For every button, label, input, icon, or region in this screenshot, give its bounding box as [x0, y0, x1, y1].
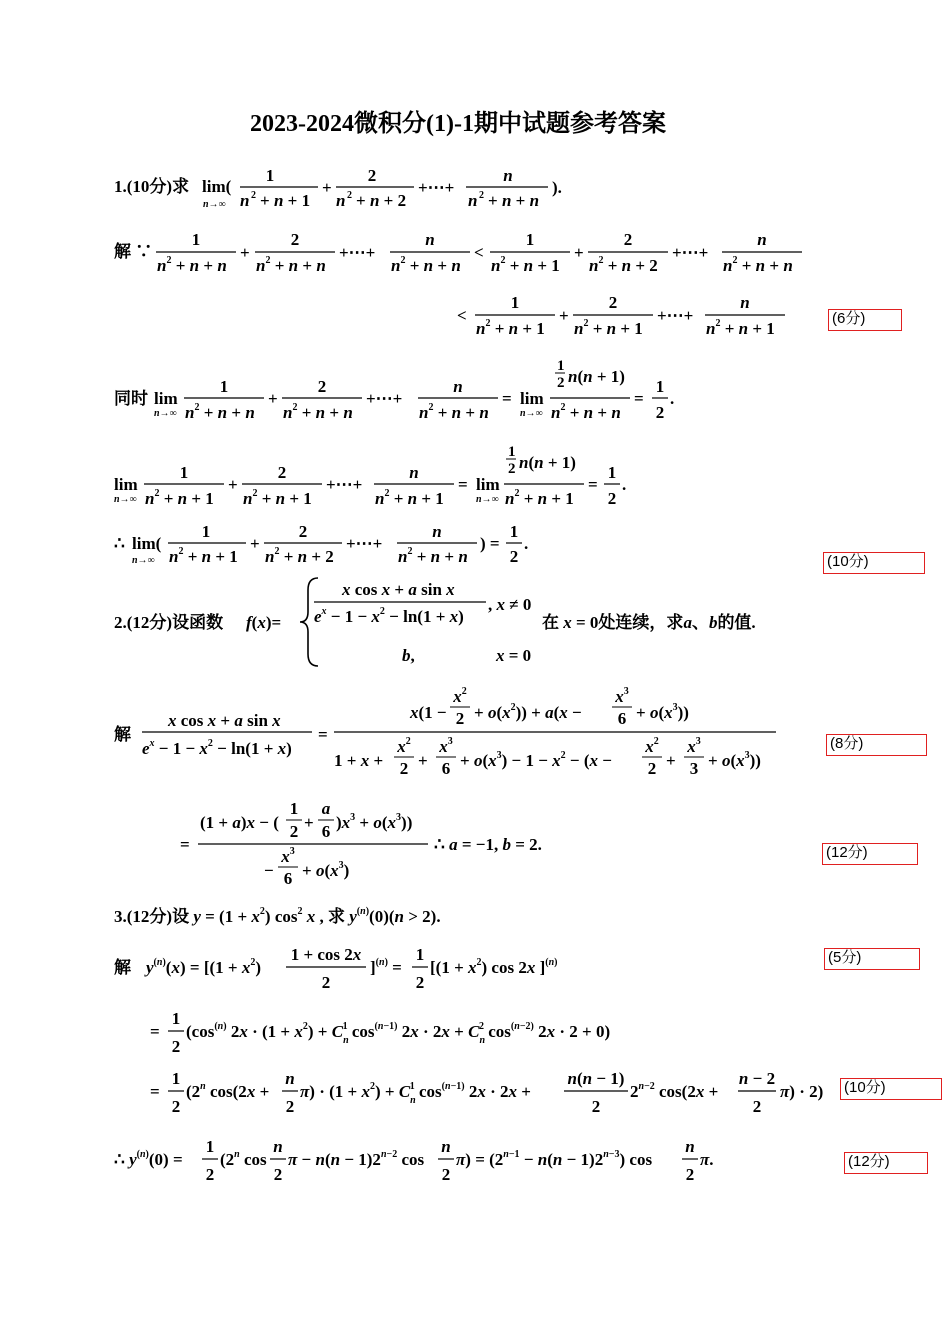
score-box	[822, 843, 918, 865]
svg-text:n − 2: n − 2	[738, 1069, 776, 1088]
svg-text:2: 2	[479, 190, 484, 201]
svg-text:=: =	[150, 1082, 160, 1101]
svg-text:∴ y(n)(0) =: ∴ $y^{(n)}(0)$ =	[114, 1149, 183, 1169]
svg-text:n2 + n + n: $n^2 + n + n$	[551, 402, 621, 422]
problem-2-solution-line-2	[176, 796, 596, 896]
svg-text:在 x = 0处连续，求a、b的值.: 在 x = 0处连续，求a、b的值.	[542, 613, 756, 632]
svg-text:n: n	[285, 1069, 295, 1088]
svg-text:lim: lim	[114, 475, 138, 494]
svg-text:.: .	[622, 475, 627, 494]
svg-text:+: +	[250, 534, 260, 553]
page-title	[250, 112, 666, 136]
svg-text:n2 + n + 1: $n^2 + n + 1$	[505, 488, 574, 508]
svg-text:3.(12分)设 y = (1 + x2) cos2 x ,: 3.(12分)设 $y = (1 + x^2)$ $\cos^2 x$ , 求 $y^{(n)}(0)(n > 2)$.	[114, 906, 441, 926]
problem-1-solution-line-1	[112, 225, 812, 280]
svg-text:1: 1	[525, 230, 535, 249]
svg-text:+ n + 2: + n + 2	[356, 191, 407, 210]
svg-text:x3: $x^3$	[281, 846, 295, 866]
svg-text:+: +	[228, 475, 238, 494]
svg-text:) =: ) =	[480, 534, 500, 553]
svg-text:n: n	[740, 293, 750, 312]
svg-text:.: .	[670, 389, 675, 408]
svg-text:π) · 2): π) · 2)	[780, 1082, 824, 1101]
svg-text:+⋯+: +⋯+	[657, 306, 694, 325]
svg-text:n: n	[432, 522, 442, 541]
svg-text:(2n cos: (2$^n$ cos	[220, 1149, 267, 1169]
svg-text:).: ).	[552, 178, 562, 197]
svg-text:n→∞: n→∞	[154, 408, 177, 419]
svg-text:+: +	[559, 306, 569, 325]
svg-text:2: 2	[623, 230, 633, 249]
svg-text:+⋯+: +⋯+	[672, 243, 709, 262]
svg-text:∴: ∴	[114, 534, 125, 553]
svg-text:+⋯+: +⋯+	[346, 534, 383, 553]
svg-text:n→∞: n→∞	[520, 408, 543, 419]
svg-text:+: +	[418, 751, 428, 770]
svg-text:1: 1	[191, 230, 201, 249]
svg-text:[(1 + x2) cos 2x ](n): [$(1 + x^2)$ cos 2x ]$^{(n)}$	[430, 957, 558, 977]
svg-text:n2 + n + n: $n^2 + n + n$	[398, 546, 468, 566]
svg-text:6: 6	[441, 759, 451, 778]
score-label: (10分)	[827, 553, 869, 570]
svg-text:.: .	[524, 534, 529, 553]
svg-text:=: =	[180, 835, 190, 854]
svg-text:n→∞: n→∞	[476, 494, 499, 505]
svg-text:n2 + n + 1: $n^2 + n + 1$	[706, 318, 775, 338]
problem-3-solution-line-2	[146, 1004, 686, 1059]
svg-text:n2 + n + n: $n^2 + n + n$	[256, 255, 326, 275]
svg-text:1: 1	[289, 799, 299, 818]
svg-text:解: 解	[114, 958, 131, 977]
svg-text:x(1 −: x(1 −	[410, 703, 447, 722]
svg-text:1: 1	[205, 1137, 215, 1156]
svg-text:<: <	[474, 243, 484, 262]
svg-text:lim: lim	[476, 475, 500, 494]
svg-text:n: n	[468, 191, 478, 210]
score-box	[840, 1078, 942, 1100]
svg-text:(cos(n) 2x · (1 + x2) + Cn1 co: ($\cos^{(n)}$ $2x \cdot (1 + x^2) + C_n1$ $\cos^{(n-1)} 2x \cdot 2x + C_n2$ $\cos^{(n-2)} 2x \cdot 2 + 0$)	[186, 1021, 611, 1046]
svg-text:+ n + 1: + n + 1	[260, 191, 311, 210]
svg-text:<: <	[457, 306, 467, 325]
svg-text:1: 1	[508, 444, 516, 460]
problem-3-solution-line-3	[146, 1064, 836, 1124]
svg-text:=: =	[588, 475, 598, 494]
problem-1-solution-line-4	[112, 438, 652, 513]
svg-text:n2 + n + 1: $n^2 + n + 1$	[491, 255, 560, 275]
svg-text:n→∞: n→∞	[132, 555, 155, 566]
svg-text:−: −	[264, 861, 274, 880]
svg-text:n2 + n + n: $n^2 + n + n$	[157, 255, 227, 275]
score-label: (8分)	[830, 735, 864, 752]
svg-text:=: =	[502, 389, 512, 408]
svg-text:n2 + n + 1: $n^2 + n + 1$	[169, 546, 238, 566]
svg-text:2: 2	[557, 375, 565, 391]
svg-text:(1 + a)x − (: (1 + a)x − (	[200, 813, 279, 832]
svg-text:2: 2	[441, 1165, 451, 1184]
svg-text:2: 2	[289, 822, 299, 841]
svg-text:1: 1	[265, 166, 275, 185]
problem-2-solution-line-1	[112, 682, 792, 787]
svg-text:x cos x + a sin x: x cos x + a sin x	[168, 711, 281, 730]
svg-text:1: 1	[509, 522, 519, 541]
svg-text:f(x)=: f(x)=	[246, 613, 282, 632]
svg-text:n2 + n + 1: $n^2 + n + 1$	[375, 488, 444, 508]
svg-text:n: n	[409, 463, 419, 482]
svg-text:+ n + n: + n + n	[488, 191, 540, 210]
svg-text:=: =	[318, 725, 328, 744]
svg-text:2: 2	[285, 1097, 295, 1116]
svg-text:=: =	[150, 1022, 160, 1041]
svg-text:∴ a = −1, b = 2.: ∴ a = −1, b = 2.	[434, 835, 542, 854]
svg-text:1: 1	[415, 945, 425, 964]
svg-text:2: 2	[171, 1097, 181, 1116]
svg-text:1: 1	[557, 358, 565, 374]
svg-text:n2 + n + n: $n^2 + n + n$	[283, 402, 353, 422]
svg-text:1: 1	[171, 1009, 181, 1028]
svg-text:n: n	[273, 1137, 283, 1156]
problem-1-conclusion	[112, 516, 552, 571]
svg-text:+ o(x3)): + $o(x^3)$)	[708, 750, 761, 770]
svg-text:lim: lim	[520, 389, 544, 408]
svg-text:x3: $x^3$	[615, 686, 629, 706]
score-label: (10分)	[844, 1079, 886, 1096]
svg-text:n: n	[757, 230, 767, 249]
svg-text:n: n	[503, 166, 513, 185]
svg-text:2: 2	[205, 1165, 215, 1184]
svg-text:2: 2	[508, 461, 516, 477]
svg-text:2: 2	[321, 973, 331, 992]
svg-text:解 ∵: 解 ∵	[114, 242, 153, 261]
svg-text:, x ≠ 0: , x ≠ 0	[488, 595, 532, 614]
svg-text:2: 2	[298, 522, 308, 541]
svg-text:2: 2	[608, 293, 618, 312]
problem-3-solution-line-1	[112, 940, 592, 1000]
svg-text:](n) =: ]$^{(n)}$ =	[370, 957, 402, 977]
score-label: (12分)	[826, 844, 868, 861]
problem-1-statement	[112, 160, 572, 215]
svg-text:2.(12分)设函数: 2.(12分)设函数	[114, 613, 224, 632]
svg-text:=: =	[634, 389, 644, 408]
svg-text:2: 2	[290, 230, 300, 249]
svg-text:+⋯+: +⋯+	[366, 389, 403, 408]
svg-text:+: +	[574, 243, 584, 262]
svg-text:2: 2	[399, 759, 409, 778]
svg-text:n: n	[336, 191, 346, 210]
svg-text:2: 2	[455, 709, 465, 728]
svg-text:2: 2	[277, 463, 287, 482]
svg-text:(2n cos(2x +: (2$^n$ cos(2x +	[186, 1081, 270, 1101]
svg-text:+: +	[666, 751, 676, 770]
svg-text:2: 2	[591, 1097, 601, 1116]
svg-text:n2 + n + 1: $n^2 + n + 1$	[476, 318, 545, 338]
svg-text:x2: $x^2$	[397, 736, 411, 756]
problem-3-conclusion	[112, 1132, 732, 1192]
svg-text:2: 2	[171, 1037, 181, 1056]
svg-text:+: +	[268, 389, 278, 408]
svg-text:π) = (2n−1 − n(n − 1)2n−3) cos: $\pi) = (2^{n-1} - n(n - 1)2^{n-3})$ cos	[456, 1149, 653, 1169]
svg-text:+ o(x3): + $o(x^3)$	[302, 860, 350, 880]
svg-text:+: +	[240, 243, 250, 262]
svg-text:2: 2	[685, 1165, 695, 1184]
score-box	[823, 552, 925, 574]
svg-text:2: 2	[607, 489, 617, 508]
svg-text:1.(10分)求: 1.(10分)求	[114, 177, 190, 196]
svg-text:n2 + n + 1: $n^2 + n + 1$	[243, 488, 312, 508]
score-label: (12分)	[848, 1153, 890, 1170]
svg-text:2: 2	[251, 190, 256, 201]
svg-text:x cos x + a sin x: x cos x + a sin x	[342, 580, 455, 599]
score-label: (6分)	[832, 310, 866, 327]
svg-text:1 + x +: 1 + x +	[334, 751, 384, 770]
svg-text:π.: π.	[700, 1150, 714, 1169]
svg-text:2n−2 cos(2x +: $2^{n-2}$ cos(2x +	[630, 1081, 719, 1101]
svg-text:n: n	[425, 230, 435, 249]
svg-text:+⋯+: +⋯+	[418, 178, 455, 197]
score-box	[826, 734, 927, 756]
svg-text:2: 2	[752, 1097, 762, 1116]
svg-text:2: 2	[509, 547, 519, 566]
svg-text:b,: b,	[402, 646, 415, 665]
svg-text:x2: $x^2$	[645, 736, 659, 756]
svg-text:n2 + n + 2: $n^2 + n + 2$	[265, 546, 334, 566]
svg-text:+⋯+: +⋯+	[326, 475, 363, 494]
svg-text:x = 0: x = 0	[496, 646, 532, 665]
svg-text:n→∞: n→∞	[114, 494, 137, 505]
svg-text:解: 解	[114, 725, 131, 744]
problem-2-statement	[112, 572, 792, 672]
svg-text:n: n	[441, 1137, 451, 1156]
svg-text:2: 2	[655, 403, 665, 422]
svg-text:lim: lim	[154, 389, 178, 408]
svg-text:n: n	[453, 377, 463, 396]
svg-text:n: n	[685, 1137, 695, 1156]
svg-text:1: 1	[171, 1069, 181, 1088]
svg-text:+ o(x2)) + a(x −: + $o(x^2)) + a(x$ −	[474, 702, 582, 722]
score-box	[824, 948, 920, 970]
svg-text:n2 + n + n: $n^2 + n + n$	[419, 402, 489, 422]
svg-text:1: 1	[607, 463, 617, 482]
svg-text:n(n − 1): n(n − 1)	[567, 1069, 625, 1088]
svg-text:a: a	[321, 799, 331, 818]
svg-text:y(n)(x) = [(1 + x2): $y^{(n)}(x) = [(1 + x^2)$	[146, 957, 261, 977]
svg-text:ex − 1 − x2 − ln(1 + x): $e^x - 1 - x^2 - \ln(1 + x)$	[142, 738, 292, 758]
svg-text:1 + cos 2x: 1 + cos 2x	[290, 945, 362, 964]
svg-text:6: 6	[617, 709, 627, 728]
score-box	[844, 1152, 928, 1174]
page-title-text: 2023-2024微积分(1)-1期中试题参考答案	[250, 111, 666, 137]
svg-text:+ o(x3)): + $o(x^3)$)	[636, 702, 689, 722]
svg-text:+ o(x3) − 1 − x2 − (x −: + $o(x^3) - 1 - x^2 - (x$ −	[460, 750, 612, 770]
svg-text:1: 1	[219, 377, 229, 396]
svg-text:n2 + n + n: $n^2 + n + n$	[723, 255, 793, 275]
svg-text:同时: 同时	[114, 389, 148, 408]
svg-text:1: 1	[179, 463, 189, 482]
svg-text:1: 1	[655, 377, 665, 396]
score-box	[828, 309, 902, 331]
svg-text:2: 2	[273, 1165, 283, 1184]
svg-text:x3: $x^3$	[687, 736, 701, 756]
svg-text:x2: $x^2$	[453, 686, 467, 706]
svg-text:)x3 + o(x3)): )$x^3 + o(x^3)$)	[336, 812, 413, 832]
svg-text:x3: $x^3$	[439, 736, 453, 756]
problem-1-solution-line-2	[455, 288, 795, 343]
svg-text:1: 1	[201, 522, 211, 541]
svg-text:n→∞: n→∞	[203, 199, 226, 210]
svg-text:lim(: lim(	[202, 177, 232, 196]
svg-text:2: 2	[317, 377, 327, 396]
svg-text:1: 1	[510, 293, 520, 312]
svg-text:+: +	[304, 813, 314, 832]
svg-text:ex − 1 − x2 − ln(1 + x): $e^x - 1 - x^2 - \ln(1 + x)$	[314, 606, 464, 626]
svg-text:n2 + n + 1: $n^2 + n + 1$	[145, 488, 214, 508]
problem-3-statement	[112, 900, 532, 930]
svg-text:n2 + n + n: $n^2 + n + n$	[185, 402, 255, 422]
svg-text:n: n	[240, 191, 250, 210]
svg-text:=: =	[458, 475, 468, 494]
svg-text:n2 + n + n: $n^2 + n + n$	[391, 255, 461, 275]
svg-text:6: 6	[283, 869, 293, 888]
svg-text:2: 2	[347, 190, 352, 201]
problem-1-solution-line-3	[112, 352, 692, 427]
svg-text:π − n(n − 1)2n−2 cos: $\pi - n(n - 1)2^{n-2}$ cos	[288, 1149, 425, 1169]
svg-text:π) · (1 + x2) + Cn1 cos(n−1) 2: $\pi) \cdot (1 + x^2) + C_n1$ $\cos^{(n-1)} 2x \cdot 2x$ +	[300, 1081, 531, 1106]
svg-text:2: 2	[647, 759, 657, 778]
score-label: (5分)	[828, 949, 862, 966]
svg-text:n(n + 1): n(n + 1)	[519, 453, 576, 472]
svg-text:3: 3	[689, 759, 699, 778]
svg-text:6: 6	[321, 822, 331, 841]
svg-text:2: 2	[367, 166, 377, 185]
svg-text:n(n + 1): n(n + 1)	[568, 367, 625, 386]
svg-text:lim(: lim(	[132, 534, 162, 553]
svg-text:n2 + n + 1: $n^2 + n + 1$	[574, 318, 643, 338]
svg-text:n2 + n + 2: $n^2 + n + 2$	[589, 255, 658, 275]
svg-text:+⋯+: +⋯+	[339, 243, 376, 262]
svg-text:2: 2	[415, 973, 425, 992]
svg-text:+: +	[322, 178, 332, 197]
